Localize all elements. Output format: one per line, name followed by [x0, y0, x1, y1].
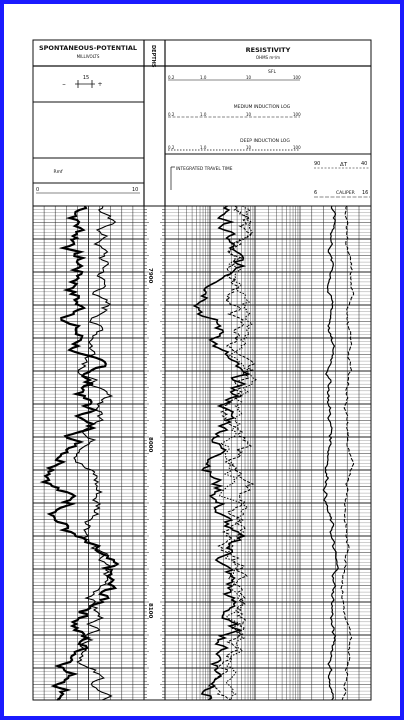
sfl-tick-0: 0.2	[168, 75, 175, 80]
dt-label: ΔT	[340, 162, 348, 168]
sp-range-left: 0	[36, 187, 40, 193]
delta-t-curve	[323, 206, 338, 700]
sfl-tick-2: 10	[246, 75, 252, 80]
cal-right: 16	[362, 190, 369, 196]
dil-tick-2: 10	[246, 145, 252, 150]
resistivity-units: OHMS m²/m	[255, 55, 281, 60]
dt-right: 40	[361, 161, 368, 167]
dt-left: 90	[314, 161, 321, 167]
mil-tick-0: 0.2	[168, 112, 175, 117]
depths-header: DEPTHS	[150, 45, 156, 68]
mil-tick-3: 100	[293, 112, 301, 117]
mil-tick-2: 10	[246, 112, 252, 117]
dil-label: DEEP INDUCTION LOG	[240, 139, 290, 144]
dil-tick-0: 0.2	[168, 145, 175, 150]
rmf-label: Rmf	[53, 170, 63, 175]
mil-tick-1: 1.0	[200, 112, 207, 117]
cal-left: 6	[314, 190, 318, 196]
sp-curve	[43, 206, 117, 700]
itt-label: INTEGRATED TRAVEL TIME	[176, 167, 233, 172]
deep-induction-curve	[220, 206, 257, 700]
depth-mark-8100: 8100	[147, 603, 153, 619]
header-box	[33, 40, 371, 206]
sfl-label: SFL	[268, 70, 276, 75]
sp-range-right: 10	[132, 187, 139, 193]
sp-title: SPONTANEOUS-POTENTIAL	[38, 44, 138, 52]
resistivity-title: RESISTIVITY	[245, 46, 291, 54]
sp-scale-plus: +	[97, 81, 103, 88]
sp-scale-value: 15	[82, 75, 90, 81]
sfl-tick-1: 1.0	[200, 75, 207, 80]
resistivity-grid	[165, 206, 371, 700]
sp-units: MILLIVOLTS	[76, 54, 100, 59]
cal-label: CALIPER	[336, 191, 355, 196]
sp-curve-2	[74, 206, 115, 700]
sfl-tick-3: 100	[293, 75, 301, 80]
log-curves	[43, 206, 353, 700]
dil-tick-1: 1.0	[200, 145, 207, 150]
mil-label: MEDIUM INDUCTION LOG	[233, 105, 291, 110]
sp-scale-minus: –	[62, 80, 66, 88]
depth-mark-8000: 8000	[147, 437, 153, 453]
sp-grid	[33, 206, 144, 700]
depth-mark-7900: 7900	[147, 268, 153, 284]
dil-tick-3: 100	[293, 145, 301, 150]
